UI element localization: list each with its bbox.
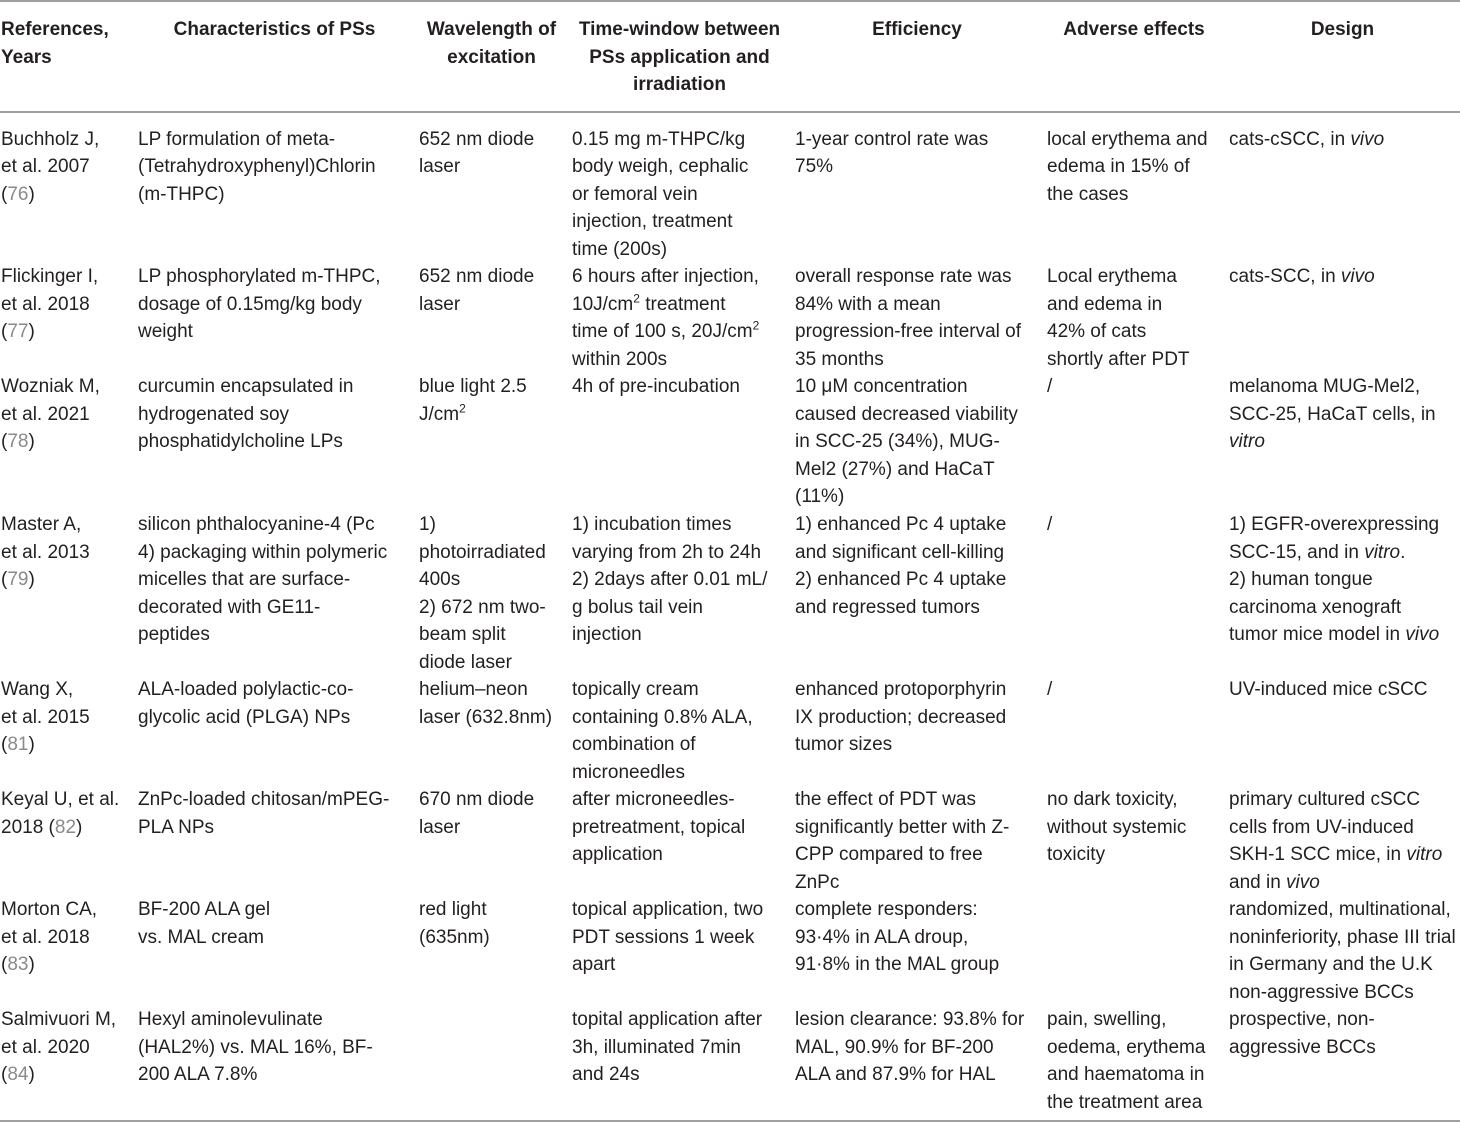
header-design: Design [1225,1,1460,112]
cell-adverse-effects: / [1047,514,1053,535]
cell-wavelength: blue light 2.5 $J/cm^2$ [419,376,527,425]
cell-adverse-effects [1043,896,1225,1006]
header-efficiency: Efficiency [791,1,1043,112]
cell-reference: Flickinger I, et al. 2018 (77) [1,266,99,342]
cell-reference: Morton CA, et al. 2018 (83) [1,899,98,975]
table-row [0,896,1460,1006]
cell-efficiency: complete responders: 93·4% in ALA droup, 91·8% in the MAL group [795,899,1000,975]
header-adverse-effects: Adverse effects [1043,1,1225,112]
citation-link[interactable]: 84 [7,1064,29,1085]
cell-design: prospective, non- aggressive BCCs [1225,1006,1460,1121]
cell-efficiency: 1) enhanced Pc 4 uptake and significant cell-killing 2) enhanced Pc 4 uptake and regressed tumors [795,514,1007,618]
cell-reference: Keyal U, et al. 2018 (82) [1,789,120,838]
cell-adverse-effects: pain, swelling, oedema, erythema and haematoma in the treatment area [1043,1006,1225,1121]
cell-adverse-effects: Local erythema and edema in 42% of cats shortly after PDT [1047,266,1190,370]
cell-characteristics: silicon phthalocyanine-4 (Pc 4) packaging within polymeric micelles that are surface- decorated with GE11- peptides [138,514,388,645]
cell-time-window: after microneedles- pretreatment, topical application [572,789,746,865]
cell-design: randomized, multinational, noninferiority, phase III trial in Germany and the U.K non-aggressive BCCs [1229,899,1456,1003]
cell-adverse-effects: / [1047,376,1053,397]
cell-efficiency: overall response rate was 84% with a mean progression-free interval of 35 months [795,266,1021,370]
cell-design: cats-SCC, in vivo [1229,266,1375,287]
cell-time-window: 1) incubation times varying from 2h to 24h 2) 2days after 0.01 mL/ g bolus tail vein injection [572,514,768,645]
citation-link[interactable]: 79 [7,569,29,590]
cell-time-window: topical application, two PDT sessions 1 week apart [572,899,764,975]
cell-adverse-effects: / [1047,679,1053,700]
cell-time-window: topically cream containing 0.8% ALA, combination of microneedles [572,679,753,783]
cell-wavelength: 670 nm diode laser [419,789,535,838]
header-time-window: Time-window between PSs application and irradiation [568,1,791,112]
cell-reference: Wang X, et al. 2015 (81) [1,679,90,755]
cell-reference: Buchholz J, et al. 2007 (76) [1,128,100,205]
cell-design: melanoma MUG-Mel2, SCC-25, HaCaT cells, in vitro [1229,376,1436,452]
cell-time-window: 4h of pre-incubation [572,376,740,397]
cell-characteristics: ALA-loaded polylactic-co- glycolic acid (PLGA) NPs [138,679,354,728]
table-row [0,1006,1460,1121]
cell-reference: Salmivuori M, et al. 2020 (84) [0,1006,134,1121]
table-row [0,373,1460,511]
cell-wavelength [415,1006,568,1121]
table-row [0,263,1460,373]
cell-adverse-effects: local erythema and edema in 15% of the cases [1047,128,1208,205]
cell-design: primary cultured cSCC cells from UV-induced SKH-1 SCC mice, in vitro and in vivo [1229,789,1443,893]
cell-time-window: 6 hours after injection, $10J/cm^2$ treatment time of 100 s, $20J/cm^2$ within 200s [572,266,760,370]
cell-characteristics: LP phosphorylated m-THPC, dosage of 0.15mg/kg body weight [138,266,381,342]
cell-characteristics: ZnPc-loaded chitosan/mPEG- PLA NPs [138,789,390,838]
cell-time-window: 0.15 mg m-THPC/kg body weigh, cephalic or femoral vein injection, treatment time (200s) [572,128,749,260]
cell-characteristics: Hexyl aminolevulinate (HAL2%) vs. MAL 16%, BF- 200 ALA 7.8% [134,1006,415,1121]
cell-efficiency: 10 μM concentration caused decreased viability in SCC-25 (34%), MUG- Mel2 (27%) and HaCaT (11%) [795,376,1018,507]
citation-link[interactable]: 77 [7,321,29,342]
cell-adverse-effects: no dark toxicity, without systemic toxicity [1047,789,1187,865]
citation-link[interactable]: 83 [7,954,29,975]
table-row [0,112,1460,264]
cell-reference: Wozniak M, et al. 2021 (78) [1,376,100,452]
cell-design: cats-cSCC, in vivo [1229,128,1385,150]
cell-wavelength: 652 nm diode laser [419,128,535,177]
table-row [0,676,1460,786]
cell-wavelength: helium–neon laser (632.8nm) [419,679,553,728]
citation-link[interactable]: 81 [7,734,29,755]
cell-design: 1) EGFR-overexpressing SCC-15, and in vitro. 2) human tongue carcinoma xenograft tumor mice model in vivo [1229,514,1440,645]
cell-wavelength: red light (635nm) [419,899,490,948]
cell-efficiency: the effect of PDT was significantly better with Z- CPP compared to free ZnPc [795,789,1010,893]
header-characteristics: Characteristics of PSs [134,1,415,112]
header-wavelength: Wavelength of excitation [415,1,568,112]
table-row [0,786,1460,896]
cell-wavelength: 1) photoirradiated 400s 2) 672 nm two- beam split diode laser [419,514,546,673]
table-row [0,511,1460,676]
cell-time-window: topital application after 3h, illuminated 7min and 24s [568,1006,791,1121]
cell-characteristics: BF-200 ALA gel vs. MAL cream [138,899,271,948]
citation-link[interactable]: 82 [54,816,77,838]
cell-characteristics: LP formulation of meta- (Tetrahydroxyphenyl)Chlorin (m-THPC) [138,128,376,205]
cell-wavelength: 652 nm diode laser [419,266,535,315]
cell-efficiency: lesion clearance: 93.8% for MAL, 90.9% for BF-200 ALA and 87.9% for HAL [791,1006,1043,1121]
cell-reference: Master A, et al. 2013 (79) [1,514,90,590]
cell-efficiency: enhanced protoporphyrin IX production; decreased tumor sizes [795,679,1007,755]
header-references: References, Years [0,1,134,112]
cell-design: UV-induced mice cSCC [1229,679,1428,700]
cell-efficiency: 1-year control rate was 75% [795,128,989,177]
citation-link[interactable]: 78 [7,431,29,452]
citation-link[interactable]: 76 [7,183,29,205]
cell-characteristics: curcumin encapsulated in hydrogenated soy phosphatidylcholine LPs [138,376,354,452]
table-header [0,1,1460,112]
